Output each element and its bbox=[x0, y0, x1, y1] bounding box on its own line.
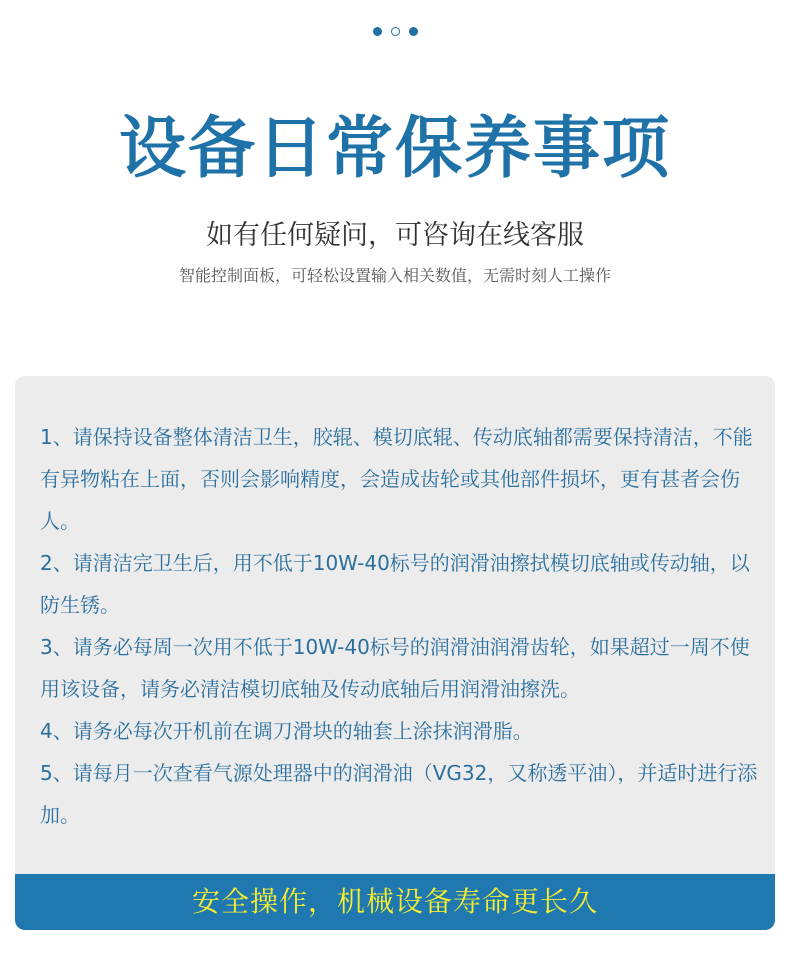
page-title: 设备日常保养事项 bbox=[119, 109, 671, 187]
page-subtitle: 如有任何疑问，可咨询在线客服 bbox=[206, 220, 584, 251]
carousel-dot-3[interactable] bbox=[409, 27, 418, 36]
note-item-1: 1、请保持设备整体清洁卫生，胶辊、模切底辊、传动底轴都需要保持清洁，不能有异物粘在上面，否则会影响精度，会造成齿轮或其他部件损坏，更有甚者会伤人。 bbox=[40, 425, 753, 533]
page-tagline: 智能控制面板，可轻松设置输入相关数值，无需时刻人工操作 bbox=[178, 266, 611, 285]
footer-slogan: 安全操作，机械设备寿命更长久 bbox=[191, 885, 598, 918]
carousel-dot-2[interactable] bbox=[391, 27, 400, 36]
note-item-5: 5、请每月一次查看气源处理器中的润滑油（VG32，又称透平油），并适时进行添加。 bbox=[40, 761, 758, 827]
carousel-indicator bbox=[0, 27, 790, 36]
note-item-4: 4、请务必每次开机前在调刀滑块的轴套上涂抹润滑脂。 bbox=[40, 719, 533, 743]
note-item-2: 2、请清洁完卫生后，用不低于10W-40标号的润滑油擦拭模切底轴或传动轴，以防生锈。 bbox=[40, 551, 750, 617]
maintenance-notes-list bbox=[40, 416, 760, 836]
note-item-3: 3、请务必每周一次用不低于10W-40标号的润滑油润滑齿轮，如果超过一周不使用该设备，请务必清洁模切底轴及传动底轴后用润滑油擦洗。 bbox=[40, 635, 750, 701]
footer-banner bbox=[15, 874, 775, 930]
carousel-dot-1[interactable] bbox=[373, 27, 382, 36]
